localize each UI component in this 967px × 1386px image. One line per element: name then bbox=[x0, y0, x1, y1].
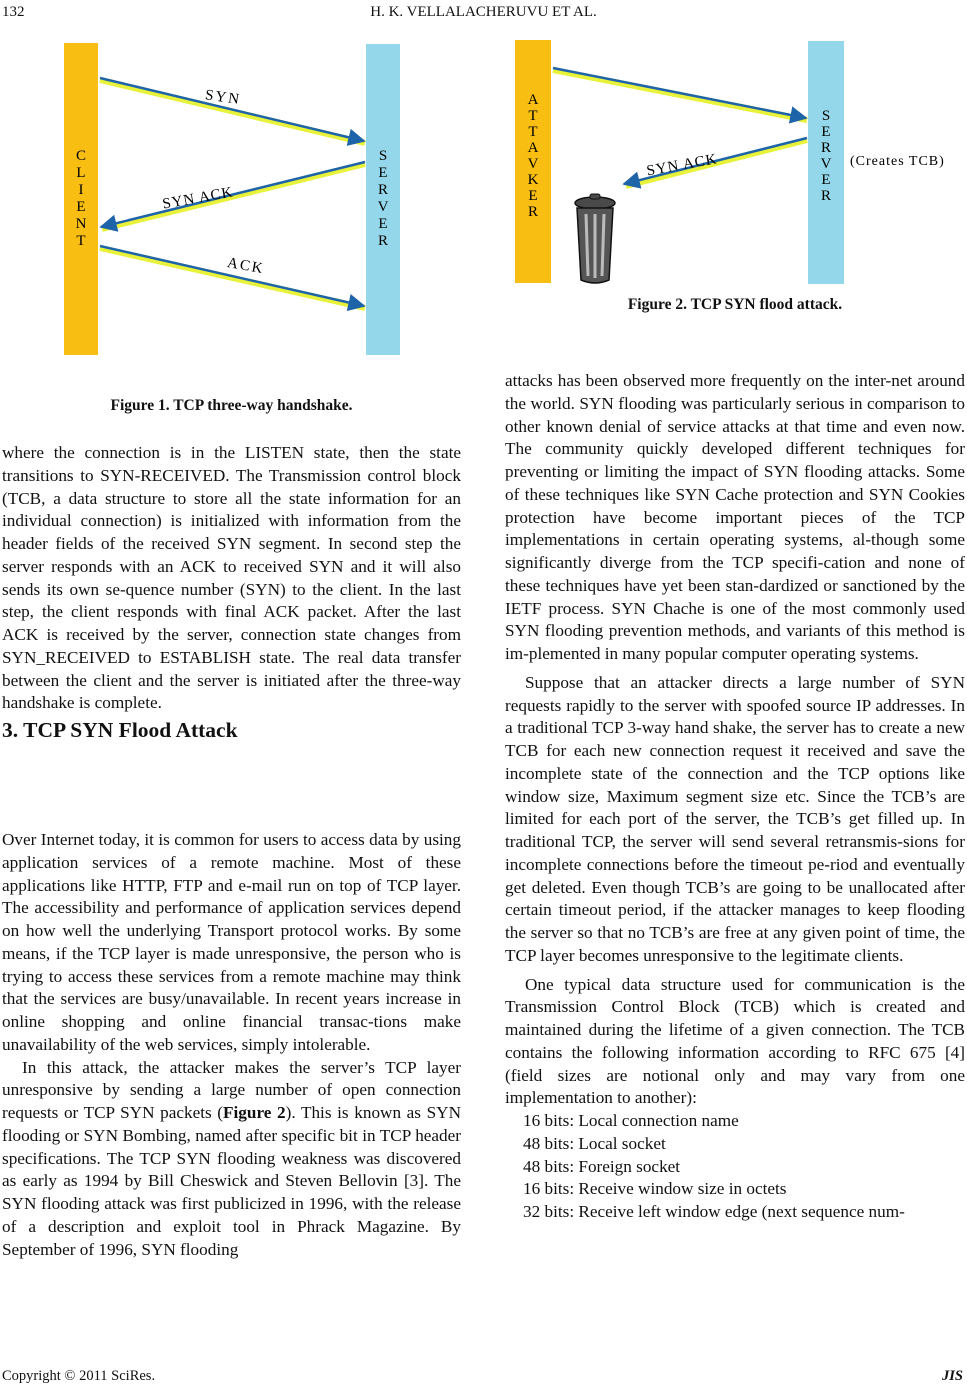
tcb-field-item: 48 bits: Local socket bbox=[523, 1133, 666, 1153]
section-heading: 3. TCP SYN Flood Attack bbox=[2, 718, 238, 742]
tcb-field-item: 48 bits: Foreign socket bbox=[523, 1156, 681, 1176]
paragraph-internet-services: Over Internet today, it is common for users to access data by using application services of a remote machine. Most of these applications like HTTP, FTP and e-mail run on top of TCP layer. The accessibility and performance of application services depend on how well the underlying Transport protocol works. By some means, if the TCP layer is made unresponsive, the person who is trying to access these services from a remote machine may think that the services are busy/unavailable. In recent years increase in online shopping and online financial transac-tions make unavailability of the web services, simply intolerable. bbox=[2, 830, 461, 1054]
tcb-field-item: 32 bits: Receive left window edge (next sequence num- bbox=[523, 1202, 905, 1221]
creates-tcb-note: (Creates TCB) bbox=[850, 154, 945, 169]
syn-ack-label: SYN ACK bbox=[645, 151, 719, 180]
figure-2-diagram bbox=[508, 36, 963, 288]
trash-can-icon bbox=[575, 194, 615, 283]
figure-1-caption: Figure 1. TCP three-way handshake. bbox=[110, 397, 353, 414]
page-number: 132 bbox=[2, 4, 25, 20]
tcb-field-item: 16 bits: Local connection name bbox=[523, 1111, 739, 1130]
syn-arrow-highlight bbox=[100, 80, 365, 143]
left-column-top bbox=[2, 442, 461, 715]
ack-label: ACK bbox=[225, 254, 266, 278]
footer-journal: JIS bbox=[942, 1368, 963, 1384]
syn-arrow bbox=[100, 78, 364, 141]
attacker-label: A T T A V K E R bbox=[527, 92, 539, 220]
syn-label: SYN bbox=[204, 87, 242, 109]
paragraph-tcb-structure: One typical data structure used for communication is the Transmission Control Block (TCB) which is created and maintained during the lifetime of a given connection. The TCB contains the following information according to RFC 675 [4] (field sizes are notional only and may vary from one implementation to another): bbox=[505, 974, 965, 1108]
paragraph-attack-description: In this attack, the attacker makes the server’s TCP layer unresponsive by sending a large number of open connection requests or TCP SYN packets (Figure 2). This is known as SYN flooding or SYN Bombing, named after specific bit in TCP header specifications. The TCP SYN flooding weakness was discovered as early as 1994 by Bill Cheswick and Steven Bellovin [3]. The SYN flooding attack was first publicized in 1996, with the release of a description and exploit tool in Phrack Magazine. By September of 1996, SYN flooding bbox=[2, 1057, 462, 1259]
tcb-field-list bbox=[505, 1110, 965, 1224]
left-column-bottom bbox=[2, 829, 461, 1261]
figure-2-caption: Figure 2. TCP SYN flood attack. bbox=[627, 296, 843, 313]
running-title: H. K. VELLALACHERUVU ET AL. bbox=[370, 4, 597, 20]
syn-arrow bbox=[553, 68, 806, 118]
server-label: S E R V E R bbox=[377, 148, 389, 249]
figure-2-reference: Figure 2 bbox=[223, 1103, 286, 1122]
paragraph-handshake-description: where the connection is in the LISTEN state, then the state transitions to SYN-RECEIVED. The Transmission control block (TCB, a data structure to store all the state information for an individual connection) is initialized with information from the header fields of the received SYN segment. In second step the server responds with an ACK to received SYN and it will also sends its own se-quence number (SYN) to the client. In the last step, the client responds with final ACK packet. After the last ACK is received by the server, connection state changes from SYN_RECEIVED to ESTABLISH state. The real data transfer between the client and the server is initiated after the three-way handshake is complete. bbox=[2, 443, 461, 713]
syn-arrow-highlight bbox=[553, 70, 807, 120]
server-label: S E R V E R bbox=[820, 108, 832, 204]
paragraph-syn-flooding-history: attacks has been observed more frequently on the inter-net around the world. SYN flooding was particularly serious in comparison to other known denial of service attacks at that time and even now. The community quickly developed different techniques for preventing or limiting the impact of SYN flooding attacks. Some of these techniques like SYN Cache protection and SYN Cookies protection have become important pieces of the TCP implementations in certain operating systems, al-though some significantly diverge from the TCP specifi-cation and none of these techniques have yet been stan-dardized or sanctioned by the IETF process. SYN Chache is one of the most commonly used SYN flooding prevention methods, and variants of this method is im-plemented in many popular computer operating systems. bbox=[505, 371, 965, 663]
client-label: C L I E N T bbox=[75, 148, 87, 249]
paragraph-attacker-scenario: Suppose that an attacker directs a large number of SYN requests rapidly to the server with spoofed source IP addresses. In a traditional TCP 3-way hand shake, the server has to create a new TCB for each new connection request it received and save the incomplete state of the connection and the TCP options like window size, Maximum segment size etc. Since the TCB’s are limited for each port of the server, the TCB’s get filled up. In traditional TCP, the server will send several retransmis-sions for incomplete connections before the timeout pe-riod and eventually get deleted. Even though TCB’s are going to be unallocated after certain timeout period, if the attacker manages to keep flooding the server so that no TCB’s are free at any given point of time, the TCP layer becomes unresponsive to the legitimate clients. bbox=[505, 672, 965, 965]
figure-1-diagram bbox=[55, 38, 410, 360]
footer-copyright: Copyright © 2011 SciRes. bbox=[2, 1368, 156, 1384]
right-column bbox=[505, 370, 965, 1224]
syn-ack-label: SYN ACK bbox=[161, 184, 235, 213]
tcb-field-item: 16 bits: Receive window size in octets bbox=[523, 1179, 787, 1199]
